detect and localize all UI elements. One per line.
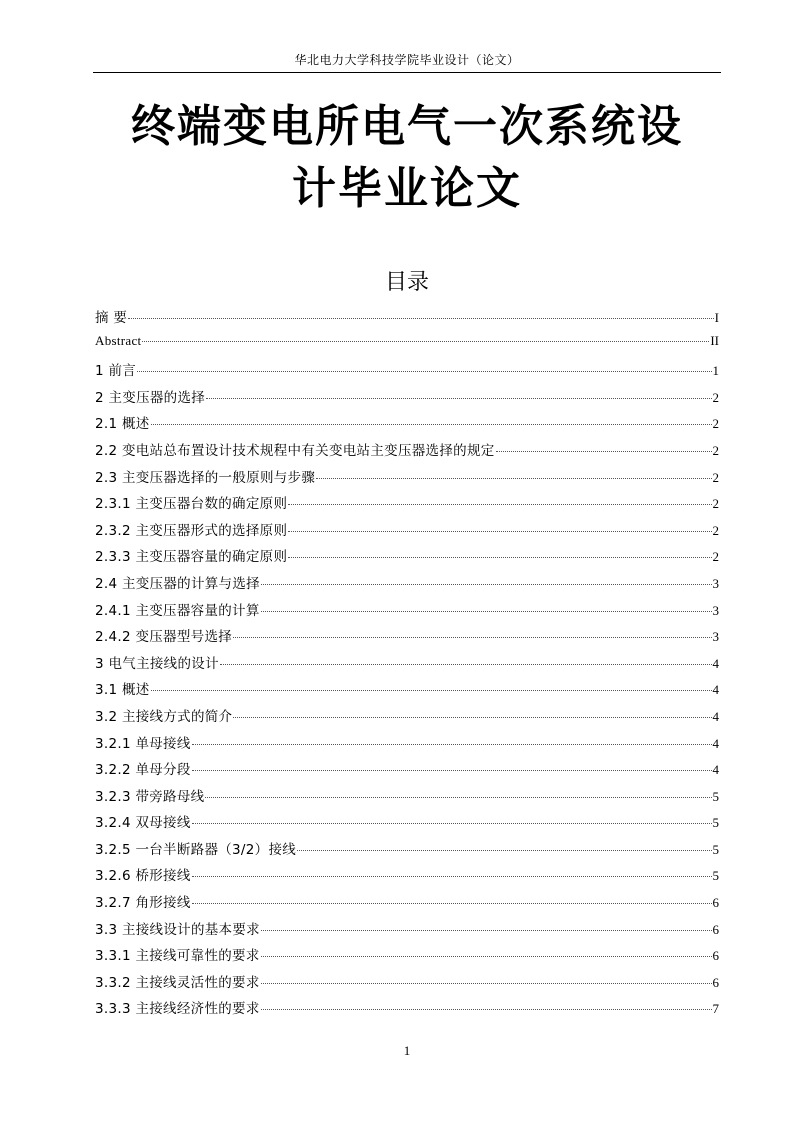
toc-entry-page: 6 (712, 974, 719, 990)
toc-leader-dots (288, 504, 711, 505)
toc-leader-dots (261, 930, 712, 931)
toc-entry-label: 3.3.1 主接线可靠性的要求 (95, 948, 260, 965)
toc-entry-label: 3.1 概述 (95, 682, 150, 699)
toc-entry-label: 1 前言 (95, 363, 137, 380)
toc-entry[interactable] (95, 997, 719, 1024)
toc-entry-label: 3.2 主接线方式的简介 (95, 708, 233, 725)
toc-entry-page: 4 (712, 735, 719, 751)
toc-leader-dots (137, 371, 711, 372)
toc-leader-dots (261, 983, 712, 984)
toc-entry[interactable] (95, 732, 719, 759)
toc-entry-page: 5 (712, 788, 719, 804)
toc-entry-page: 4 (712, 708, 719, 724)
toc-entry-page: 5 (712, 841, 719, 857)
toc-entry[interactable] (95, 519, 719, 546)
toc-entry-label: 3.3.2 主接线灵活性的要求 (95, 974, 260, 991)
toc-leader-dots (205, 797, 711, 798)
toc-entry-label: 2.4.2 变压器型号选择 (95, 629, 233, 646)
toc-entry-label: 3 电气主接线的设计 (95, 655, 219, 672)
toc-entry-page: 2 (712, 442, 719, 458)
toc-entry-page: 2 (712, 469, 719, 485)
toc-leader-dots (261, 1009, 712, 1010)
toc-leader-dots (206, 398, 711, 399)
toc-leader-dots (233, 637, 711, 638)
toc-entry-page: 4 (712, 655, 719, 671)
toc-entry[interactable] (95, 891, 719, 918)
toc-entry-label: 2.1 概述 (95, 416, 150, 433)
toc-entry[interactable] (95, 625, 719, 652)
toc-entry[interactable] (95, 705, 719, 732)
toc-leader-dots (233, 717, 711, 718)
toc-entry[interactable] (95, 864, 719, 891)
toc-leader-dots (261, 584, 712, 585)
toc-entry[interactable] (95, 359, 719, 386)
toc-entry-label: 3.2.3 带旁路母线 (95, 788, 205, 805)
toc-entry-label: 2.4.1 主变压器容量的计算 (95, 602, 260, 619)
toc-entry-label: 2.4 主变压器的计算与选择 (95, 575, 260, 592)
toc-entry[interactable] (95, 306, 719, 333)
toc-entry-label: 2.3 主变压器选择的一般原则与步骤 (95, 469, 316, 486)
toc-leader-dots (128, 318, 713, 319)
running-header: 华北电力大学科技学院毕业设计（论文） (294, 53, 520, 67)
header-rule (93, 72, 721, 73)
toc-leader-dots (288, 557, 711, 558)
page-number: 1 (403, 1043, 411, 1058)
toc-entry[interactable] (95, 466, 719, 493)
toc-entry-page: 3 (712, 575, 719, 591)
toc-entry[interactable] (95, 572, 719, 599)
toc-entry[interactable] (95, 678, 719, 705)
toc-entry[interactable] (95, 412, 719, 439)
toc-entry-page: 7 (712, 1001, 719, 1017)
toc-entry-page: 5 (712, 868, 719, 884)
table-of-contents (95, 306, 719, 1024)
toc-leader-dots (261, 611, 712, 612)
toc-entry[interactable] (95, 652, 719, 679)
toc-leader-dots (192, 823, 712, 824)
toc-entry[interactable] (95, 758, 719, 785)
document-title (93, 96, 721, 220)
document-title-line-2: 计毕业论文 (292, 163, 522, 214)
toc-entry-label: 2.3.2 主变压器形式的选择原则 (95, 522, 288, 539)
toc-leader-dots (261, 956, 712, 957)
toc-entry-page: II (710, 332, 719, 348)
toc-entry-page: 5 (712, 815, 719, 831)
toc-entry-page: 2 (712, 389, 719, 405)
toc-entry-page: 4 (712, 762, 719, 778)
toc-entry-page: 4 (712, 682, 719, 698)
toc-leader-dots (192, 876, 712, 877)
toc-entry-page: 1 (712, 363, 719, 379)
document-title-line-1: 终端变电所电气一次系统设 (131, 101, 683, 152)
toc-entry-label: 3.3 主接线设计的基本要求 (95, 921, 260, 938)
toc-entry-page: 6 (712, 895, 719, 911)
toc-entry-page: 3 (712, 629, 719, 645)
toc-entry[interactable] (95, 599, 719, 626)
toc-entry-label: 2 主变压器的选择 (95, 389, 206, 406)
toc-entry[interactable] (95, 811, 719, 838)
toc-entry[interactable] (95, 785, 719, 812)
toc-entry-page: 6 (712, 948, 719, 964)
toc-entry[interactable] (95, 439, 719, 466)
toc-entry[interactable] (95, 492, 719, 519)
toc-leader-dots (316, 478, 711, 479)
toc-entry-label: 3.3.3 主接线经济性的要求 (95, 1001, 260, 1018)
toc-entry-label: 3.2.1 单母接线 (95, 735, 191, 752)
toc-leader-dots (151, 690, 712, 691)
toc-leader-dots (192, 903, 712, 904)
toc-entry-page: 3 (712, 602, 719, 618)
toc-entry-label: 2.3.3 主变压器容量的确定原则 (95, 549, 288, 566)
toc-leader-dots (192, 744, 712, 745)
toc-entry[interactable] (95, 838, 719, 865)
toc-entry[interactable] (95, 333, 719, 360)
toc-leader-dots (192, 770, 712, 771)
toc-entry-page: 6 (712, 921, 719, 937)
toc-entry-page: 2 (712, 416, 719, 432)
toc-entry-page: 2 (712, 522, 719, 538)
toc-entry-label: 3.2.4 双母接线 (95, 815, 191, 832)
toc-entry-label: 3.2.5 一台半断路器（3/2）接线 (95, 841, 297, 858)
toc-entry-page: 2 (712, 549, 719, 565)
toc-entry[interactable] (95, 545, 719, 572)
toc-entry[interactable] (95, 386, 719, 413)
toc-entry-page: I (714, 310, 719, 325)
toc-entry[interactable] (95, 918, 719, 945)
toc-entry[interactable] (95, 971, 719, 998)
toc-entry-label: 2.3.1 主变压器台数的确定原则 (95, 496, 288, 513)
toc-entry-label: 3.2.7 角形接线 (95, 895, 191, 912)
toc-leader-dots (288, 531, 711, 532)
toc-leader-dots (142, 341, 709, 342)
toc-entry[interactable] (95, 944, 719, 971)
toc-leader-dots (297, 850, 711, 851)
toc-entry-label: 3.2.6 桥形接线 (95, 868, 191, 885)
toc-entry-label: 3.2.2 单母分段 (95, 762, 191, 779)
toc-heading: 目录 (384, 270, 429, 295)
toc-entry-label: Abstract (95, 332, 142, 348)
toc-leader-dots (151, 424, 712, 425)
toc-entry-page: 2 (712, 496, 719, 512)
toc-entry-label: 2.2 变电站总布置设计技术规程中有关变电站主变压器选择的规定 (95, 442, 495, 459)
toc-entry-label: 摘 要 (95, 310, 128, 326)
toc-leader-dots (220, 664, 712, 665)
toc-leader-dots (496, 451, 712, 452)
